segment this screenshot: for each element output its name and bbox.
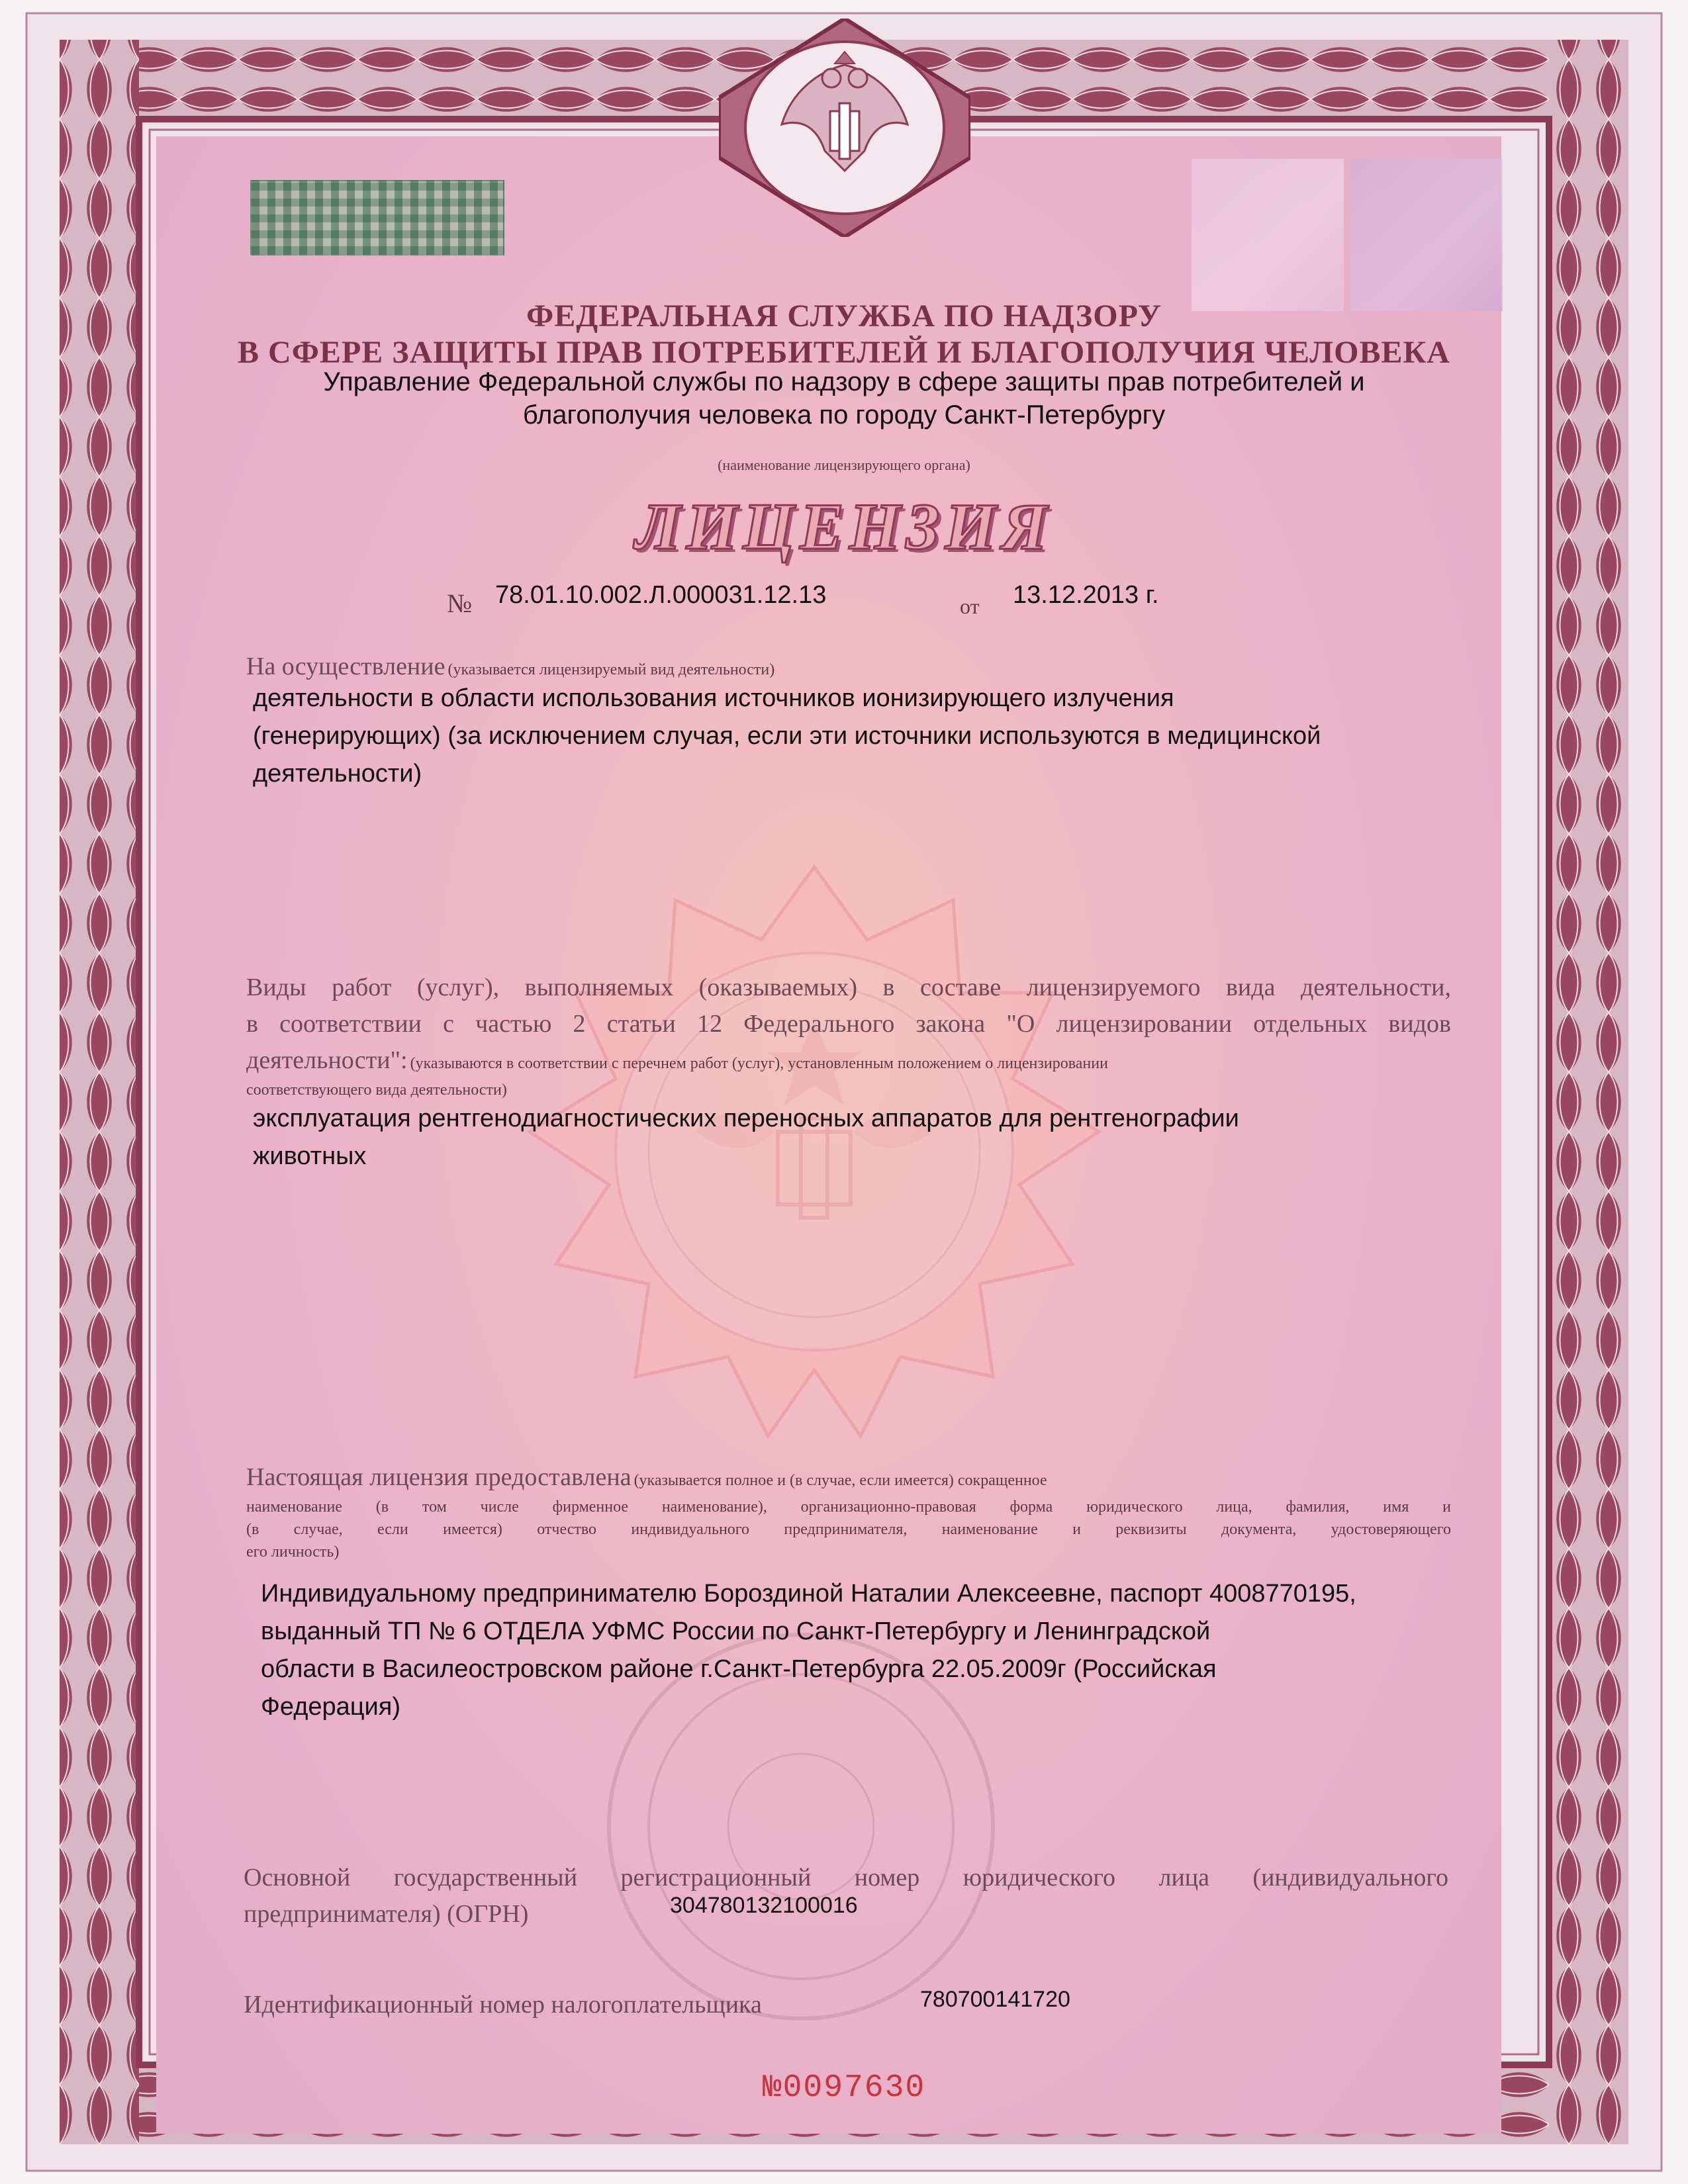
form-serial-number: №0097630 <box>762 2070 926 2106</box>
activity-hint: (указывается лицензируемый вид деятельности) <box>447 661 775 678</box>
ogrn-value: 304780132100016 <box>670 1893 858 1918</box>
holder-section <box>246 1459 1451 1563</box>
works-line3 <box>246 1042 1451 1079</box>
inn-value: 780700141720 <box>920 1987 1070 2012</box>
inn-label: Идентификационный номер налогоплательщика <box>244 1991 762 2019</box>
works-line4-hint: соответствующего вида деятельности) <box>246 1081 507 1099</box>
license-number: 78.01.10.002.Л.000031.12.13 <box>495 581 827 609</box>
works-line3-hint: (указываются в соответствии с перечнем работ (услуг), установленным положением о лицензировании <box>410 1055 1108 1072</box>
holder-hint-1: (указывается полное и (в случае, если имеется) сокращенное <box>633 1472 1047 1489</box>
activity-line: деятельности в области использования источников ионизирующего излучения <box>253 684 1174 712</box>
works-section <box>246 970 1451 1101</box>
works-line2: в соответствии с частью 2 статьи 12 Федерального закона "О лицензировании отдельных видов <box>246 1010 1451 1038</box>
holder-hint-2: наименование (в том числе фирменное наименование), организационно-правовая форма юридического лица, фамилия, имя и <box>246 1498 1451 1516</box>
license-date: 13.12.2013 г. <box>1013 581 1159 609</box>
holder-value-line: выданный ТП № 6 ОТДЕЛА УФМС России по Санкт-Петербургу и Ленинградской <box>261 1617 1211 1645</box>
holder-first-line <box>246 1459 1451 1496</box>
activity-line: деятельности) <box>253 760 422 788</box>
ogrn-line2: предпринимателя) (ОГРН) <box>244 1900 529 1928</box>
issuer-line1: Управление Федеральной службы по надзору в сфере защиты прав потребителей и <box>323 367 1365 396</box>
coat-of-arms-icon <box>719 19 970 237</box>
activity-value <box>253 680 1458 793</box>
holder-value-line: Федерация) <box>261 1693 400 1721</box>
activity-label: На осуществление <box>246 653 445 680</box>
issuer-hint: (наименование лицензирующего органа) <box>718 457 970 473</box>
works-line3-label: деятельности": <box>246 1046 408 1074</box>
holder-value-line: области в Василеостровском районе г.Санкт-Петербурга 22.05.2009г (Российская <box>261 1655 1217 1683</box>
works-value <box>253 1100 1458 1175</box>
holder-value <box>261 1575 1466 1726</box>
works-value-line: эксплуатация рентгенодиагностических переносных аппаратов для рентгенографии <box>253 1105 1239 1132</box>
works-value-line: животных <box>253 1142 367 1170</box>
holder-label: Настоящая лицензия предоставлена <box>246 1463 632 1491</box>
ogrn-line1: Основной государственный регистрационный номер юридического лица (индивидуального <box>244 1864 1448 1891</box>
issuer-line2: благополучия человека по городу Санкт-Петербургу <box>522 400 1166 430</box>
hologram-strip <box>250 180 504 255</box>
date-label: от <box>960 594 980 618</box>
hologram-panel-right <box>1350 159 1503 311</box>
activity-label-row <box>246 652 774 681</box>
document-title: ЛИЦЕНЗИЯ <box>635 490 1053 563</box>
authority-title-line1: ФЕДЕРАЛЬНАЯ СЛУЖБА ПО НАДЗОРУ <box>526 298 1162 334</box>
holder-hint-4: его личность) <box>246 1543 340 1561</box>
activity-line: (генерирующих) (за исключением случая, если эти источники используются в медицинской <box>253 722 1321 750</box>
number-label: № <box>447 588 473 618</box>
hologram-panel-left <box>1192 159 1344 311</box>
holder-value-line: Индивидуальному предпринимателю Бороздиной Наталии Алексеевне, паспорт 4008770195, <box>261 1580 1356 1608</box>
holder-hint-3: (в случае, если имеется) отчество индивидуального предпринимателя, наименование и реквизиты документа, удостоверяющего <box>246 1521 1451 1538</box>
works-line1: Виды работ (услуг), выполняемых (оказываемых) в составе лицензируемого вида деятельности, <box>246 974 1451 1001</box>
authority-title-line2: В СФЕРЕ ЗАЩИТЫ ПРАВ ПОТРЕБИТЕЛЕЙ И БЛАГОПОЛУЧИЯ ЧЕЛОВЕКА <box>238 335 1450 370</box>
